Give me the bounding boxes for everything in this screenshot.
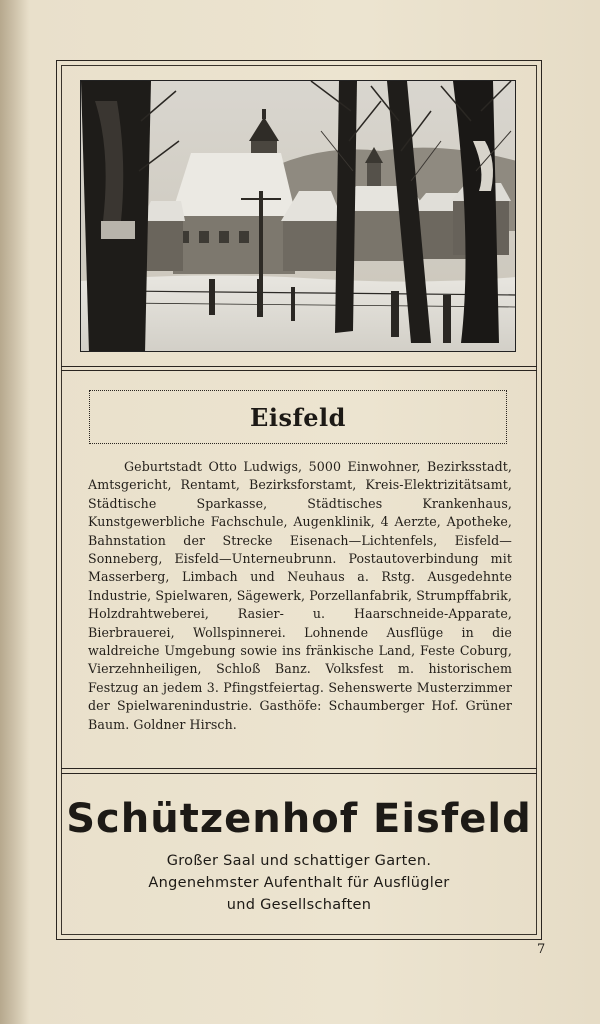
winter-town-photo-illustration xyxy=(81,81,516,352)
photo-divider-line-thin xyxy=(61,370,537,371)
page-number: 7 xyxy=(537,942,546,957)
ad-divider-line-thin xyxy=(61,773,537,774)
page-gutter-shadow xyxy=(0,0,30,1024)
advertisement-line: Großer Saal und schattiger Garten. xyxy=(166,853,432,869)
town-description: Geburtstadt Otto Ludwigs, 5000 Einwohner, Bezirksstadt, Amtsgericht, Rentamt, Bezirksforstamt, Kreis-Elektrizitätsamt, Städtische Sparkasse, Städtisches Krankenhaus, Kunstgewerbliche Fachschule, Augenklinik, 4 Aerzte, Apotheke, Bahnstation der Strecke Eisenach—Lichtenfels, Eisfeld—Sonneberg, Eisfeld—Unterneubrunn. Postautoverbindung mit Masserberg, Limbach und Neuhaus a. Rstg. Ausgedehnte Industrie, Spielwaren, Sägewerk, Porzellanfabrik, Strumpffabrik, Holzdrahtweberei, Rasier- u. Haarschneide-Apparate, Bierbrauerei, Wollspinnerei. Lohnende Ausflüge in die waldreiche Umgebung sowie ins fränkische Land, Feste Coburg, Vierzehnheiligen, Schloß Banz. Volksfest m. historischem Festzug an jedem 3. Pfingstfeiertag. Sehenswerte Musterzimmer der Spielwarenindustrie. Gasthöfe: Schaumberger Hof. Grüner Baum. Goldner Hirsch. xyxy=(88,459,512,732)
advertisement-line: und Gesellschaften xyxy=(226,897,372,913)
winter-town-photo xyxy=(80,80,516,352)
advertisement-line: Angenehmster Aufenthalt für Ausflügler xyxy=(148,875,450,891)
photo-divider-line xyxy=(61,366,537,367)
advertisement-lines xyxy=(61,850,537,916)
advertisement-box xyxy=(61,776,537,934)
ad-divider-line xyxy=(61,768,537,769)
town-title-box xyxy=(89,390,507,444)
advertisement-title: Schützenhof Eisfeld xyxy=(66,796,532,842)
town-title: Eisfeld xyxy=(250,402,346,432)
